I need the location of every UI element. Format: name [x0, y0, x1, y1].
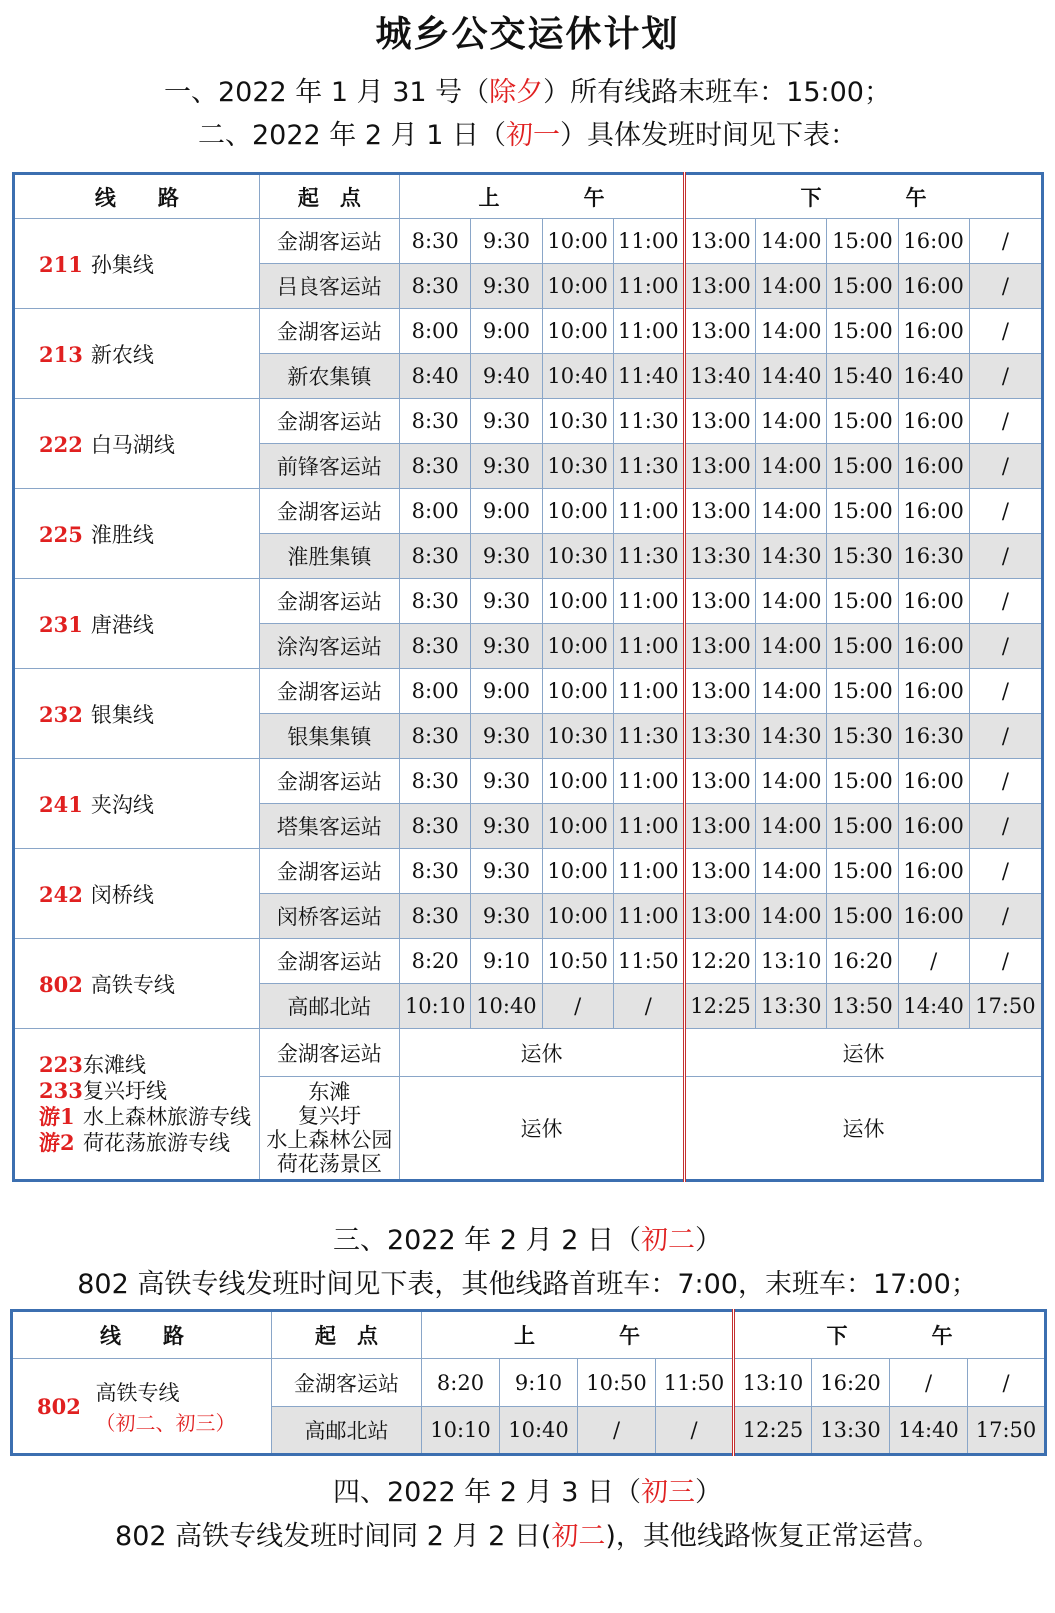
station-cell: 高邮北站: [259, 984, 399, 1029]
departure-time-cell: 9:00: [471, 669, 542, 714]
departure-time-cell: 11:30: [613, 534, 684, 579]
section-2-suffix: ）具体发班时间见下表：: [559, 120, 857, 151]
table2-time: 10:10: [422, 1407, 500, 1455]
table2-time: /: [578, 1407, 656, 1455]
departure-time-cell: 16:00: [898, 624, 969, 669]
departure-time-cell: 13:30: [756, 984, 827, 1029]
departure-time-cell: 15:30: [827, 714, 898, 759]
section-3-note: 802 高铁专线发班时间见下表，其他线路首班车：7:00，末班车：17:00；: [77, 1269, 978, 1300]
departure-time-cell: 10:00: [542, 489, 613, 534]
table-row: [14, 849, 1043, 894]
closed-stations-cell: [259, 1077, 399, 1181]
departure-time-cell: 15:00: [827, 444, 898, 489]
table2-row-1: [12, 1359, 1046, 1407]
departure-time-cell: 13:00: [684, 624, 755, 669]
schedule-table-feb2: [10, 1309, 1047, 1456]
table-row: [14, 219, 1043, 264]
table2-time: 13:30: [812, 1407, 890, 1455]
departure-time-cell: /: [969, 354, 1042, 399]
route-cell: [14, 309, 260, 399]
table-row: [14, 759, 1043, 804]
station-cell: 闵桥客运站: [259, 894, 399, 939]
header-pm: 下 午: [684, 174, 1042, 219]
section-2-highlight: 初一: [505, 120, 560, 151]
station-cell: 涂沟客运站: [259, 624, 399, 669]
route-cell: [14, 399, 260, 489]
route-name: 孙集线: [90, 252, 154, 277]
station-cell: 金湖客运站: [259, 849, 399, 894]
departure-time-cell: /: [969, 309, 1042, 354]
closed-route-item: [39, 1130, 259, 1156]
departure-time-cell: /: [613, 984, 684, 1029]
section-4-highlight: 初三: [640, 1477, 695, 1508]
route-cell: [14, 759, 260, 849]
closed-route-item: [39, 1052, 259, 1078]
departure-time-cell: 15:00: [827, 264, 898, 309]
station-cell: 金湖客运站: [259, 219, 399, 264]
route-cell: [14, 669, 260, 759]
departure-time-cell: 12:25: [684, 984, 755, 1029]
closed-status-am: 运休: [400, 1077, 685, 1181]
departure-time-cell: 10:00: [542, 669, 613, 714]
departure-time-cell: 9:30: [471, 804, 542, 849]
route-number: 225: [39, 521, 83, 547]
departure-time-cell: 8:30: [400, 219, 471, 264]
closed-row-1: [14, 1029, 1043, 1077]
table2-route-name: 高铁专线: [95, 1380, 180, 1405]
departure-time-cell: 14:00: [756, 309, 827, 354]
departure-time-cell: 13:00: [684, 264, 755, 309]
departure-time-cell: 9:30: [471, 759, 542, 804]
departure-time-cell: /: [969, 894, 1042, 939]
departure-time-cell: 10:00: [542, 219, 613, 264]
route-name: 新农线: [90, 342, 154, 367]
departure-time-cell: 11:00: [613, 219, 684, 264]
route-cell: [14, 849, 260, 939]
departure-time-cell: 14:00: [756, 264, 827, 309]
closed-route-number: 游1: [39, 1104, 75, 1129]
page-title: 城乡公交运休计划: [375, 14, 680, 55]
departure-time-cell: 14:00: [756, 579, 827, 624]
section-1-highlight: 除夕: [489, 77, 544, 108]
departure-time-cell: /: [969, 939, 1042, 984]
departure-time-cell: 16:00: [898, 579, 969, 624]
closed-station-name: 水上森林公园: [266, 1128, 393, 1152]
table2-time: /: [656, 1407, 734, 1455]
departure-time-cell: 11:00: [613, 264, 684, 309]
schedule-table-feb1: [12, 172, 1044, 1182]
departure-time-cell: 13:00: [684, 894, 755, 939]
section-4-prefix: 四、2022 年 2 月 3 日（: [333, 1477, 641, 1508]
departure-time-cell: /: [969, 534, 1042, 579]
route-number: 241: [39, 791, 83, 817]
table-row: [14, 939, 1043, 984]
departure-time-cell: 14:00: [756, 894, 827, 939]
departure-time-cell: 15:00: [827, 219, 898, 264]
departure-time-cell: 11:00: [613, 849, 684, 894]
departure-time-cell: 10:30: [542, 534, 613, 579]
station-cell: 金湖客运站: [259, 669, 399, 714]
table-row: [14, 309, 1043, 354]
closed-route-name: 水上森林旅游专线: [83, 1105, 251, 1129]
table2-header-route: 线 路: [12, 1311, 272, 1359]
table2-time: 14:40: [890, 1407, 968, 1455]
departure-time-cell: 13:00: [684, 849, 755, 894]
departure-time-cell: 8:30: [400, 399, 471, 444]
route-number: 211: [39, 251, 83, 277]
departure-time-cell: 8:20: [400, 939, 471, 984]
departure-time-cell: 8:00: [400, 489, 471, 534]
departure-time-cell: 10:30: [542, 399, 613, 444]
departure-time-cell: 14:30: [756, 714, 827, 759]
section-4-note-highlight: 初二: [551, 1521, 606, 1552]
departure-time-cell: 16:00: [898, 669, 969, 714]
departure-time-cell: 16:00: [898, 219, 969, 264]
departure-time-cell: 13:40: [684, 354, 755, 399]
departure-time-cell: 14:00: [756, 489, 827, 534]
departure-time-cell: 8:30: [400, 444, 471, 489]
section-4-suffix: ）: [694, 1477, 722, 1508]
section-4-note-prefix: 802 高铁专线发班时间同 2 月 2 日(: [115, 1521, 552, 1552]
route-name: 高铁专线: [90, 972, 175, 997]
departure-time-cell: 13:00: [684, 759, 755, 804]
departure-time-cell: 15:00: [827, 669, 898, 714]
departure-time-cell: 15:00: [827, 624, 898, 669]
header-start: 起 点: [259, 174, 399, 219]
departure-time-cell: /: [969, 624, 1042, 669]
departure-time-cell: 9:00: [471, 309, 542, 354]
table2-time: 9:10: [500, 1359, 578, 1407]
departure-time-cell: /: [969, 804, 1042, 849]
departure-time-cell: 10:00: [542, 624, 613, 669]
departure-time-cell: 10:00: [542, 309, 613, 354]
closed-station-cell: 金湖客运站: [259, 1029, 399, 1077]
departure-time-cell: 16:00: [898, 444, 969, 489]
departure-time-cell: 11:30: [613, 444, 684, 489]
closed-route-name: 复兴圩线: [83, 1079, 167, 1103]
departure-time-cell: 10:30: [542, 714, 613, 759]
departure-time-cell: /: [969, 669, 1042, 714]
departure-time-cell: 14:00: [756, 624, 827, 669]
departure-time-cell: 10:50: [542, 939, 613, 984]
table-row: [14, 669, 1043, 714]
departure-time-cell: 16:00: [898, 759, 969, 804]
departure-time-cell: 9:30: [471, 534, 542, 579]
station-cell: 金湖客运站: [259, 579, 399, 624]
departure-time-cell: 11:00: [613, 624, 684, 669]
departure-time-cell: 15:00: [827, 309, 898, 354]
route-number: 232: [39, 701, 83, 727]
departure-time-cell: 13:00: [684, 444, 755, 489]
table-row: [14, 579, 1043, 624]
departure-time-cell: 8:30: [400, 894, 471, 939]
departure-time-cell: 10:00: [542, 804, 613, 849]
route-name: 银集线: [90, 702, 154, 727]
departure-time-cell: 11:30: [613, 399, 684, 444]
departure-time-cell: 15:00: [827, 399, 898, 444]
departure-time-cell: 8:00: [400, 669, 471, 714]
departure-time-cell: 8:30: [400, 534, 471, 579]
departure-time-cell: 13:00: [684, 489, 755, 534]
table2-time: 16:20: [812, 1359, 890, 1407]
departure-time-cell: 14:40: [898, 984, 969, 1029]
departure-time-cell: 16:30: [898, 714, 969, 759]
route-name: 夹沟线: [90, 792, 154, 817]
route-name: 淮胜线: [90, 522, 154, 547]
table2-route-cell: [12, 1359, 272, 1455]
route-cell: [14, 489, 260, 579]
station-cell: 金湖客运站: [259, 939, 399, 984]
departure-time-cell: 13:10: [756, 939, 827, 984]
departure-time-cell: 8:00: [400, 309, 471, 354]
table-row: [14, 489, 1043, 534]
table-row: [14, 399, 1043, 444]
departure-time-cell: /: [969, 849, 1042, 894]
departure-time-cell: /: [969, 219, 1042, 264]
route-cell: [14, 579, 260, 669]
departure-time-cell: 13:30: [684, 534, 755, 579]
departure-time-cell: 8:30: [400, 759, 471, 804]
closed-route-name: 荷花荡旅游专线: [83, 1131, 230, 1155]
section-1-prefix: 一、2022 年 1 月 31 号（: [164, 77, 490, 108]
station-cell: 新农集镇: [259, 354, 399, 399]
departure-time-cell: 15:00: [827, 579, 898, 624]
departure-time-cell: /: [969, 714, 1042, 759]
departure-time-cell: 15:00: [827, 894, 898, 939]
departure-time-cell: 9:30: [471, 714, 542, 759]
departure-time-cell: 8:30: [400, 579, 471, 624]
departure-time-cell: /: [969, 489, 1042, 534]
station-cell: 银集集镇: [259, 714, 399, 759]
closed-station-name: 东滩: [308, 1080, 351, 1104]
table2-header-pm: 下 午: [734, 1311, 1046, 1359]
departure-time-cell: 9:30: [471, 579, 542, 624]
departure-time-cell: 9:30: [471, 444, 542, 489]
departure-time-cell: /: [969, 579, 1042, 624]
table2-time: /: [890, 1359, 968, 1407]
departure-time-cell: 15:30: [827, 534, 898, 579]
departure-time-cell: 9:30: [471, 264, 542, 309]
departure-time-cell: 9:30: [471, 849, 542, 894]
departure-time-cell: 16:00: [898, 264, 969, 309]
departure-time-cell: 11:00: [613, 759, 684, 804]
departure-time-cell: 11:00: [613, 309, 684, 354]
departure-time-cell: 10:00: [542, 759, 613, 804]
section-2-text: [0, 113, 1055, 152]
route-number: 231: [39, 611, 83, 637]
departure-time-cell: /: [969, 444, 1042, 489]
closed-routes-cell: [14, 1029, 260, 1181]
departure-time-cell: 10:00: [542, 579, 613, 624]
section-2-prefix: 二、2022 年 2 月 1 日（: [198, 120, 506, 151]
closed-status-am: 运休: [400, 1029, 685, 1077]
departure-time-cell: 8:30: [400, 804, 471, 849]
departure-time-cell: 13:00: [684, 579, 755, 624]
departure-time-cell: 15:00: [827, 804, 898, 849]
departure-time-cell: 8:40: [400, 354, 471, 399]
closed-route-name: 东滩线: [83, 1053, 146, 1077]
closed-station-name: 复兴圩: [297, 1104, 361, 1128]
section-3-text: [0, 1218, 1055, 1257]
station-cell: 金湖客运站: [259, 309, 399, 354]
departure-time-cell: 15:00: [827, 759, 898, 804]
route-cell: [14, 939, 260, 1029]
route-name: 唐港线: [90, 612, 154, 637]
departure-time-cell: /: [969, 399, 1042, 444]
section-3-highlight: 初二: [640, 1225, 695, 1256]
route-number: 802: [39, 971, 83, 997]
departure-time-cell: 11:00: [613, 804, 684, 849]
departure-time-cell: 13:00: [684, 669, 755, 714]
departure-time-cell: 10:00: [542, 849, 613, 894]
departure-time-cell: 9:30: [471, 399, 542, 444]
table2-time: 13:10: [734, 1359, 812, 1407]
departure-time-cell: 9:10: [471, 939, 542, 984]
section-3-prefix: 三、2022 年 2 月 2 日（: [333, 1225, 641, 1256]
table2-time: 17:50: [968, 1407, 1046, 1455]
departure-time-cell: 8:30: [400, 264, 471, 309]
departure-time-cell: 9:30: [471, 894, 542, 939]
departure-time-cell: /: [542, 984, 613, 1029]
departure-time-cell: 9:30: [471, 219, 542, 264]
departure-time-cell: 15:00: [827, 849, 898, 894]
departure-time-cell: 11:00: [613, 669, 684, 714]
table2-station: 金湖客运站: [272, 1359, 422, 1407]
departure-time-cell: 16:00: [898, 804, 969, 849]
route-number: 242: [39, 881, 83, 907]
section-4-note: [0, 1514, 1055, 1553]
closed-route-number: 223: [39, 1052, 83, 1077]
departure-time-cell: 14:00: [756, 669, 827, 714]
departure-time-cell: 10:00: [542, 264, 613, 309]
departure-time-cell: 11:30: [613, 714, 684, 759]
departure-time-cell: 15:40: [827, 354, 898, 399]
departure-time-cell: 13:30: [684, 714, 755, 759]
closed-route-item: [39, 1104, 259, 1130]
departure-time-cell: 14:00: [756, 804, 827, 849]
departure-time-cell: 9:40: [471, 354, 542, 399]
departure-time-cell: 17:50: [969, 984, 1042, 1029]
departure-time-cell: 10:40: [471, 984, 542, 1029]
section-1-text: [0, 70, 1055, 109]
table2-header-start: 起 点: [272, 1311, 422, 1359]
departure-time-cell: 13:00: [684, 309, 755, 354]
section-4-note-suffix: )，其他线路恢复正常运营。: [605, 1521, 940, 1552]
departure-time-cell: 11:50: [613, 939, 684, 984]
section-1-suffix: ）所有线路末班车：15:00；: [543, 77, 891, 108]
departure-time-cell: 11:00: [613, 894, 684, 939]
departure-time-cell: 15:00: [827, 489, 898, 534]
table2-station: 高邮北站: [272, 1407, 422, 1455]
departure-time-cell: 16:00: [898, 849, 969, 894]
route-name: 白马湖线: [90, 432, 175, 457]
departure-time-cell: 12:20: [684, 939, 755, 984]
departure-time-cell: 9:30: [471, 624, 542, 669]
departure-time-cell: 13:50: [827, 984, 898, 1029]
departure-time-cell: 13:00: [684, 804, 755, 849]
departure-time-cell: 9:00: [471, 489, 542, 534]
station-cell: 前锋客运站: [259, 444, 399, 489]
departure-time-cell: 8:30: [400, 849, 471, 894]
table-header-row: [14, 174, 1043, 219]
station-cell: 金湖客运站: [259, 489, 399, 534]
station-cell: 塔集客运站: [259, 804, 399, 849]
header-route: 线 路: [14, 174, 260, 219]
departure-time-cell: /: [898, 939, 969, 984]
section-3-suffix: ）: [694, 1225, 722, 1256]
departure-time-cell: 14:30: [756, 534, 827, 579]
departure-time-cell: 16:00: [898, 894, 969, 939]
route-number: 222: [39, 431, 83, 457]
station-cell: 吕良客运站: [259, 264, 399, 309]
table2-time: 11:50: [656, 1359, 734, 1407]
departure-time-cell: 16:00: [898, 309, 969, 354]
departure-time-cell: 10:00: [542, 894, 613, 939]
departure-time-cell: 14:00: [756, 759, 827, 804]
station-cell: 淮胜集镇: [259, 534, 399, 579]
departure-time-cell: 16:00: [898, 489, 969, 534]
table2-route-subtitle: （初二、初三）: [95, 1410, 236, 1435]
departure-time-cell: /: [969, 264, 1042, 309]
route-cell: [14, 219, 260, 309]
departure-time-cell: /: [969, 759, 1042, 804]
departure-time-cell: 11:40: [613, 354, 684, 399]
header-am: 上 午: [400, 174, 685, 219]
table2-header-row: [12, 1311, 1046, 1359]
departure-time-cell: 8:30: [400, 714, 471, 759]
station-cell: 金湖客运站: [259, 399, 399, 444]
departure-time-cell: 14:40: [756, 354, 827, 399]
table2-time: 10:50: [578, 1359, 656, 1407]
departure-time-cell: 14:00: [756, 219, 827, 264]
table2-time: 10:40: [500, 1407, 578, 1455]
route-number: 213: [39, 341, 83, 367]
departure-time-cell: 10:40: [542, 354, 613, 399]
table2-time: /: [968, 1359, 1046, 1407]
table2-route-number: 802: [37, 1393, 81, 1419]
closed-status-pm: 运休: [684, 1077, 1042, 1181]
departure-time-cell: 13:00: [684, 219, 755, 264]
section-4-text: [0, 1470, 1055, 1509]
departure-time-cell: 16:40: [898, 354, 969, 399]
departure-time-cell: 16:20: [827, 939, 898, 984]
closed-route-number: 233: [39, 1078, 83, 1103]
departure-time-cell: 16:00: [898, 399, 969, 444]
table2-header-am: 上 午: [422, 1311, 734, 1359]
table2-time: 12:25: [734, 1407, 812, 1455]
station-cell: 金湖客运站: [259, 759, 399, 804]
departure-time-cell: 16:30: [898, 534, 969, 579]
departure-time-cell: 8:30: [400, 624, 471, 669]
closed-station-name: 荷花荡景区: [276, 1152, 382, 1176]
departure-time-cell: 14:00: [756, 849, 827, 894]
departure-time-cell: 10:30: [542, 444, 613, 489]
closed-status-pm: 运休: [684, 1029, 1042, 1077]
departure-time-cell: 11:00: [613, 489, 684, 534]
closed-route-item: [39, 1078, 259, 1104]
departure-time-cell: 10:10: [400, 984, 471, 1029]
route-name: 闵桥线: [90, 882, 154, 907]
table2-time: 8:20: [422, 1359, 500, 1407]
departure-time-cell: 14:00: [756, 399, 827, 444]
departure-time-cell: 11:00: [613, 579, 684, 624]
departure-time-cell: 13:00: [684, 399, 755, 444]
closed-route-number: 游2: [39, 1130, 75, 1155]
departure-time-cell: 14:00: [756, 444, 827, 489]
